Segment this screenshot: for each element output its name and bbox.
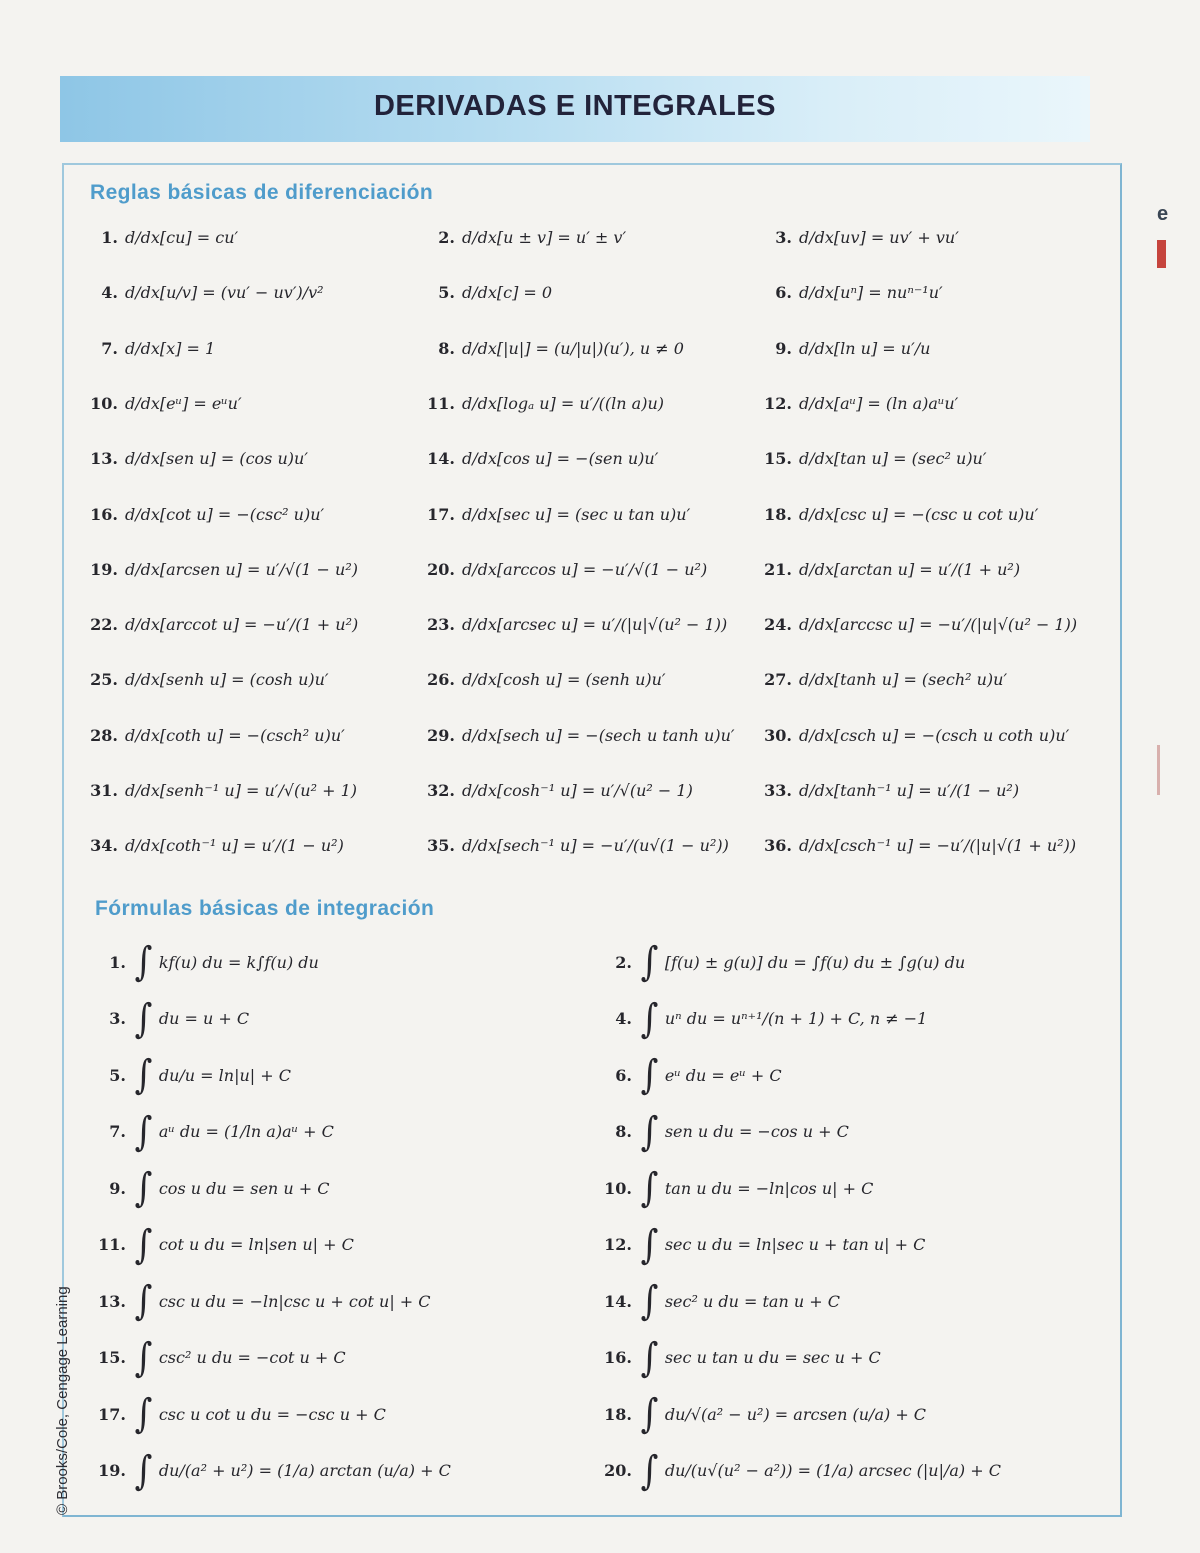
derivative-rule <box>88 394 242 413</box>
formula-expression: sen u du = −cos u + C <box>664 1122 849 1141</box>
derivative-rule <box>762 670 1007 689</box>
integral-sign-icon: ∫ <box>134 1165 153 1211</box>
derivative-rule <box>88 670 329 689</box>
rule-number: 32. <box>427 781 455 800</box>
derivative-rule <box>425 615 727 634</box>
derivative-rule <box>425 505 690 524</box>
rule-number: 6. <box>775 283 792 303</box>
derivative-rule <box>762 726 1069 745</box>
formula-number: 3. <box>109 1009 126 1028</box>
rule-expression: d/dx[|u|] = (u/|u|)(u′), u ≠ 0 <box>462 338 684 358</box>
rule-number: 20. <box>427 559 455 579</box>
adjacent-page-tab <box>1157 240 1166 268</box>
formula-number: 19. <box>98 1461 126 1480</box>
rule-expression: d/dx[arccot u] = −u′/(1 + u²) <box>125 615 359 635</box>
rule-expression: d/dx[csch u] = −(csch u coth u)u′ <box>799 725 1070 745</box>
derivative-rule <box>425 836 729 855</box>
rule-expression: d/dx[arcsen u] = u′/√(1 − u²) <box>125 559 358 579</box>
rule-number: 13. <box>90 449 118 469</box>
page-title: DERIVADAS E INTEGRALES <box>373 90 776 122</box>
formula-expression: sec u du = ln|sec u + tan u| + C <box>664 1235 926 1254</box>
derivative-rule <box>762 781 1019 800</box>
rule-expression: d/dx[coth⁻¹ u] = u′/(1 − u²) <box>125 836 344 856</box>
derivative-rule <box>762 836 1076 855</box>
rule-number: 14. <box>427 449 455 469</box>
rule-expression: d/dx[tanh⁻¹ u] = u′/(1 − u²) <box>799 781 1020 800</box>
integral-formula <box>598 1108 849 1155</box>
rule-expression: d/dx[u ± v] = u′ ± v′ <box>462 228 627 247</box>
integral-sign-icon: ∫ <box>640 995 659 1042</box>
derivative-rule <box>88 836 344 855</box>
derivative-rule <box>425 283 552 302</box>
rule-number: 31. <box>90 781 118 800</box>
rule-expression: d/dx[tanh u] = (sech² u)u′ <box>799 670 1008 690</box>
integral-sign-icon: ∫ <box>640 1108 659 1155</box>
formula-number: 20. <box>604 1461 632 1480</box>
integral-formula <box>92 1278 431 1324</box>
formula-number: 13. <box>98 1291 126 1311</box>
title-banner <box>60 76 1090 142</box>
formula-number: 6. <box>615 1065 632 1085</box>
derivative-rule <box>425 339 684 358</box>
derivative-rule <box>88 615 358 634</box>
integral-formula <box>598 1052 782 1098</box>
rule-expression: d/dx[cu] = cu′ <box>125 228 239 247</box>
rule-number: 26. <box>427 670 455 690</box>
formula-expression: kf(u) du = k∫f(u) du <box>158 952 319 972</box>
rule-number: 21. <box>764 559 792 579</box>
rule-expression: d/dx[tan u] = (sec² u)u′ <box>799 449 987 469</box>
formula-number: 16. <box>604 1348 632 1367</box>
formula-number: 15. <box>98 1348 126 1367</box>
rule-expression: d/dx[cosh u] = (senh u)u′ <box>462 670 666 690</box>
integral-sign-icon: ∫ <box>134 1334 153 1381</box>
formula-number: 14. <box>604 1291 632 1311</box>
rule-expression: d/dx[aᵘ] = (ln a)aᵘu′ <box>799 393 959 413</box>
rule-number: 2. <box>438 228 455 247</box>
rule-number: 27. <box>764 670 792 690</box>
derivative-rule <box>88 505 324 524</box>
rule-number: 9. <box>775 338 792 358</box>
derivative-rule <box>425 560 707 579</box>
formula-number: 17. <box>98 1404 126 1424</box>
integral-sign-icon: ∫ <box>640 1334 659 1381</box>
rule-number: 19. <box>90 559 118 579</box>
rule-number: 24. <box>764 615 792 635</box>
rule-expression: d/dx[arccos u] = −u′/√(1 − u²) <box>462 559 708 579</box>
derivative-rule <box>88 449 308 468</box>
derivative-rule <box>425 726 735 745</box>
rule-expression: d/dx[sec u] = (sec u tan u)u′ <box>462 504 691 524</box>
rule-number: 33. <box>764 781 792 800</box>
integral-sign-icon: ∫ <box>640 939 659 985</box>
derivative-rule <box>425 781 693 800</box>
rule-number: 4. <box>101 283 118 303</box>
rule-expression: d/dx[u/v] = (vu′ − uv′)/v² <box>125 283 324 303</box>
integral-formula <box>92 939 319 985</box>
rule-expression: d/dx[cosh⁻¹ u] = u′/√(u² − 1) <box>462 781 693 800</box>
integral-formula <box>598 1221 926 1268</box>
formula-number: 1. <box>109 952 126 972</box>
formula-number: 4. <box>615 1009 632 1028</box>
integral-sign-icon: ∫ <box>134 1108 153 1155</box>
adjacent-page-mark <box>1157 745 1160 795</box>
rule-expression: d/dx[cot u] = −(csc² u)u′ <box>125 504 325 524</box>
integral-formula <box>598 939 966 985</box>
formula-expression: uⁿ du = uⁿ⁺¹/(n + 1) + C, n ≠ −1 <box>664 1009 928 1028</box>
formula-number: 9. <box>109 1178 126 1198</box>
rule-expression: d/dx[logₐ u] = u′/((ln a)u) <box>462 393 664 413</box>
derivative-rule <box>88 283 324 302</box>
formula-expression: csc² u du = −cot u + C <box>158 1348 346 1367</box>
rule-expression: d/dx[sen u] = (cos u)u′ <box>125 449 308 469</box>
rule-expression: d/dx[arccsc u] = −u′/(|u|√(u² − 1)) <box>799 615 1078 635</box>
formula-expression: du/u = ln|u| + C <box>158 1065 291 1085</box>
rule-number: 36. <box>764 836 792 856</box>
integral-sign-icon: ∫ <box>640 1278 659 1324</box>
derivative-rule <box>425 394 664 413</box>
rule-expression: d/dx[c] = 0 <box>462 283 553 303</box>
derivative-rule <box>762 449 987 468</box>
formula-number: 8. <box>615 1122 632 1141</box>
rule-expression: d/dx[sech u] = −(sech u tanh u)u′ <box>462 725 735 745</box>
integral-formula <box>92 1165 330 1211</box>
rule-number: 18. <box>764 504 792 524</box>
rule-number: 11. <box>427 393 455 413</box>
formula-expression: du = u + C <box>158 1009 250 1028</box>
rule-number: 22. <box>90 615 118 635</box>
derivative-rule <box>762 505 1038 524</box>
formula-expression: [f(u) ± g(u)] du = ∫f(u) du ± ∫g(u) du <box>664 952 966 972</box>
integral-sign-icon: ∫ <box>134 1278 153 1324</box>
formula-expression: csc u cot u du = −csc u + C <box>158 1404 386 1424</box>
integral-formula <box>92 995 250 1042</box>
rule-expression: d/dx[uⁿ] = nuⁿ⁻¹u′ <box>799 283 943 303</box>
rule-number: 25. <box>90 670 118 690</box>
integral-formula <box>92 1334 346 1381</box>
rule-number: 16. <box>90 504 118 524</box>
formula-number: 2. <box>615 952 632 972</box>
integral-sign-icon: ∫ <box>640 1391 659 1437</box>
rule-number: 3. <box>775 228 792 247</box>
rule-expression: d/dx[senh u] = (cosh u)u′ <box>125 670 329 690</box>
formula-number: 12. <box>604 1235 632 1254</box>
derivative-rule <box>762 283 943 302</box>
integral-formula <box>598 1447 1001 1494</box>
formula-expression: cot u du = ln|sen u| + C <box>158 1235 354 1254</box>
integral-sign-icon: ∫ <box>134 1221 153 1268</box>
rule-expression: d/dx[coth u] = −(csch² u)u′ <box>125 725 345 745</box>
derivative-rule <box>88 781 357 800</box>
rule-number: 7. <box>101 338 118 358</box>
rule-expression: d/dx[senh⁻¹ u] = u′/√(u² + 1) <box>125 781 357 800</box>
formula-expression: cos u du = sen u + C <box>158 1178 330 1198</box>
rule-expression: d/dx[csch⁻¹ u] = −u′/(|u|√(1 + u²)) <box>799 836 1077 856</box>
derivative-rule <box>88 726 345 745</box>
integral-formula <box>598 1391 927 1437</box>
formula-number: 10. <box>604 1178 632 1198</box>
integral-formula <box>92 1052 291 1098</box>
rule-number: 5. <box>438 283 455 303</box>
derivative-rule <box>88 339 215 358</box>
integral-formula <box>598 995 928 1042</box>
derivative-rule <box>425 228 626 247</box>
formula-expression: sec² u du = tan u + C <box>664 1291 840 1311</box>
formula-number: 11. <box>98 1235 126 1254</box>
integral-sign-icon: ∫ <box>640 1221 659 1268</box>
rule-number: 17. <box>427 504 455 524</box>
rule-number: 15. <box>764 449 792 469</box>
derivative-rule <box>762 339 930 358</box>
integral-sign-icon: ∫ <box>134 939 153 985</box>
formula-expression: du/√(a² − u²) = arcsen (u/a) + C <box>664 1404 927 1424</box>
integral-formula <box>598 1278 840 1324</box>
derivative-rule <box>762 615 1077 634</box>
integral-sign-icon: ∫ <box>134 1391 153 1437</box>
rule-number: 23. <box>427 615 455 635</box>
derivative-rule <box>425 670 666 689</box>
integral-sign-icon: ∫ <box>640 1165 659 1211</box>
rule-expression: d/dx[arctan u] = u′/(1 + u²) <box>799 559 1021 579</box>
rule-expression: d/dx[eᵘ] = eᵘu′ <box>125 393 242 413</box>
derivative-rule <box>762 394 958 413</box>
formula-number: 7. <box>109 1122 126 1141</box>
integral-sign-icon: ∫ <box>134 1447 153 1494</box>
integral-formula <box>598 1165 874 1211</box>
rule-expression: d/dx[ln u] = u′/u <box>799 338 931 358</box>
integral-formula <box>92 1391 386 1437</box>
integral-formula <box>598 1334 881 1381</box>
integral-formula <box>92 1221 354 1268</box>
rule-number: 1. <box>101 228 118 247</box>
formula-expression: sec u tan u du = sec u + C <box>664 1348 881 1367</box>
rule-expression: d/dx[arcsec u] = u′/(|u|√(u² − 1)) <box>462 615 728 635</box>
derivative-rule <box>762 560 1020 579</box>
formula-expression: tan u du = −ln|cos u| + C <box>664 1178 874 1198</box>
derivative-rule <box>425 449 658 468</box>
integral-sign-icon: ∫ <box>640 1052 659 1098</box>
copyright-notice: © Brooks/Cole, Cengage Learning <box>54 1286 71 1515</box>
rule-number: 28. <box>90 725 118 745</box>
differentiation-heading: Reglas básicas de diferenciación <box>90 181 434 204</box>
rule-expression: d/dx[uv] = uv′ + vu′ <box>799 228 959 247</box>
integral-sign-icon: ∫ <box>134 1052 153 1098</box>
derivative-rule <box>88 560 358 579</box>
rule-expression: d/dx[cos u] = −(sen u)u′ <box>462 449 659 469</box>
adjacent-page-letter: e <box>1157 203 1169 225</box>
formula-expression: du/(u√(u² − a²)) = (1/a) arcsec (|u|/a) + C <box>664 1461 1001 1480</box>
rule-number: 8. <box>438 338 455 358</box>
rule-number: 30. <box>764 725 792 745</box>
rule-expression: d/dx[x] = 1 <box>125 338 216 358</box>
rule-number: 12. <box>764 393 792 413</box>
integral-formula <box>92 1108 334 1155</box>
formula-expression: csc u du = −ln|csc u + cot u| + C <box>158 1291 431 1311</box>
rule-number: 35. <box>427 836 455 856</box>
rule-expression: d/dx[csc u] = −(csc u cot u)u′ <box>799 504 1039 524</box>
integral-sign-icon: ∫ <box>640 1447 659 1494</box>
rule-number: 34. <box>90 836 118 856</box>
integration-heading: Fórmulas básicas de integración <box>95 897 435 920</box>
integral-formula <box>92 1447 451 1494</box>
formula-number: 18. <box>604 1404 632 1424</box>
derivative-rule <box>762 228 959 247</box>
integral-sign-icon: ∫ <box>134 995 153 1042</box>
formula-expression: du/(a² + u²) = (1/a) arctan (u/a) + C <box>158 1461 451 1480</box>
derivative-rule <box>88 228 238 247</box>
formula-expression: eᵘ du = eᵘ + C <box>664 1065 782 1085</box>
formula-expression: aᵘ du = (1/ln a)aᵘ + C <box>158 1122 334 1141</box>
formula-number: 5. <box>109 1065 126 1085</box>
rule-number: 29. <box>427 725 455 745</box>
rule-expression: d/dx[sech⁻¹ u] = −u′/(u√(1 − u²)) <box>462 836 729 856</box>
rule-number: 10. <box>90 393 118 413</box>
